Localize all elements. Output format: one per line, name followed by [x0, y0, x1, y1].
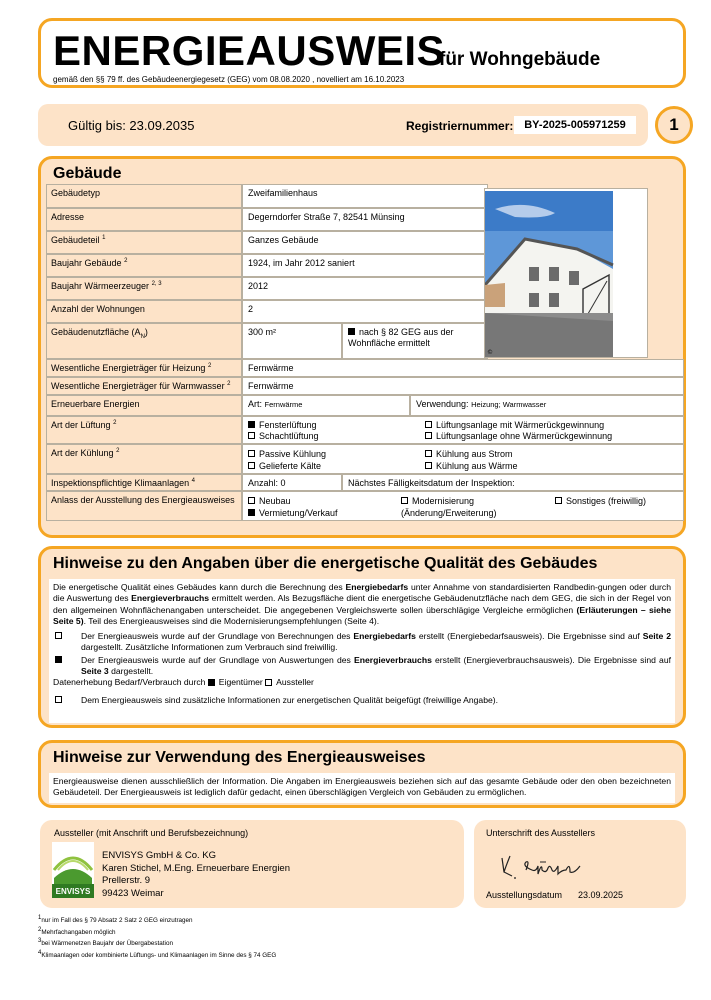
footnote-3: $^3$bei Wärmenetzen Baujahr der Übergabestation — [38, 938, 173, 948]
row-value-year-building: 1924, im Jahr 2012 saniert — [242, 254, 488, 277]
row-label-year-heater: Baujahr Wärmeerzeuger $^{2, 3}$ — [46, 277, 242, 300]
usage-notes-section — [38, 740, 686, 808]
row-value-units: 2 — [242, 300, 488, 323]
issuer-person: Karen Stichel, M.Eng. Erneuerbare Energien — [102, 862, 290, 874]
row-value-cooling — [242, 444, 684, 474]
footnote-4: $^4$Klimaanlagen oder kombinierte Lüftungs- und Klimaanlagen im Sinne des § 74 GEG — [38, 950, 277, 960]
option-consumption-based: Der Energieausweis wurde auf der Grundlage von Auswertungen des Energieverbrauchs erstellt (Energieverbrauchsausweis). Die Ergebnisse sind auf Seite 3 dargestellt. — [53, 655, 671, 678]
row-value-year-heater: 2012 — [242, 277, 488, 300]
usage-notes-body: Energieausweise dienen ausschließlich der Information. Die Angaben im Energieausweis beziehen sich auf das gesamte Gebäude oder den oben bezeichneten Gebäudeteil. Der Energieausweis ist lediglich dafür gedacht, einen überschlägigen Vergleich von Gebäuden zu ermöglichen. — [49, 773, 675, 803]
row-label-year-building: Baujahr Gebäude $^2$ — [46, 254, 242, 277]
issuer-box — [40, 820, 464, 908]
quality-notes-title: Hinweise zu den Angaben über die energetische Qualität des Gebäudes — [53, 555, 598, 572]
row-value-water-carrier: Fernwärme — [242, 377, 684, 395]
signature-box — [474, 820, 686, 908]
row-value-renewables-type: Art: Fernwärme — [242, 395, 410, 416]
issuer-street: Prellerstr. 9 — [102, 875, 151, 886]
header-box — [38, 18, 686, 88]
footnote-1: $^1$nur im Fall des § 79 Absatz 2 Satz 2 GEG einzutragen — [38, 915, 193, 925]
legal-basis: gemäß den §§ 79 ff. des Gebäudeenergiegesetz (GEG) vom 08.08.2020 , novelliert am 16.10.2023 — [53, 75, 405, 84]
reason-modernisation-checkbox — [401, 497, 408, 504]
quality-notes-paragraph: Die energetische Qualität eines Gebäudes kann durch die Berechnung des Energiebedarfs unter Annahme von standardisierten Randbedin-gungen oder durch die Auswertung des Energieverbrauchs ermittelt werden. Als Bezugsfläche dient die energetische Gebäudenutzfläche nach dem GEG, die sich in der Regel von den allgemeinen Wohnflächenangaben unterscheidet. Die angegebenen Vergleichswerte sollen überschlägige Vergleiche ermöglichen (Erläuterungen – siehe Seite 5). Teil des Energieausweises sind die Modernisierungsempfehlungen (Seite 4). — [53, 582, 671, 626]
survey-owner-checkbox — [208, 679, 215, 686]
issue-date-label: Ausstellungsdatum — [486, 890, 563, 900]
page-number-badge: 1 — [655, 106, 693, 144]
signature-label: Unterschrift des Ausstellers — [486, 828, 596, 838]
row-value-heating-carrier: Fernwärme — [242, 359, 684, 377]
cool-option-passive: Passive Kühlung — [248, 449, 326, 459]
row-label-address: Adresse — [46, 208, 242, 231]
reason-option-rent-sale: Vermietung/Verkauf — [248, 508, 338, 518]
vent-option-with-recovery: Lüftungsanlage mit Wärmerückgewinnung — [425, 420, 604, 431]
usage-notes-title: Hinweise zur Verwendung des Energieausweises — [53, 749, 426, 766]
quality-notes-section — [38, 546, 686, 728]
row-label-reason: Anlass der Ausstellung des Energieausweises — [46, 491, 242, 521]
reason-option-modernisation-detail: (Änderung/Erweiterung) — [401, 508, 497, 518]
area-method-checkbox — [348, 328, 355, 335]
extra-info-checkbox — [55, 696, 62, 703]
photo-copyright: © — [487, 349, 493, 356]
cool-heat-checkbox — [425, 462, 432, 469]
consumption-based-checkbox — [55, 656, 62, 663]
data-survey-line: Datenerhebung Bedarf/Verbrauch durch Eigentümer Aussteller — [53, 677, 314, 688]
row-value-inspection-count: Anzahl: 0 — [242, 474, 342, 491]
vent-window-checkbox — [248, 421, 255, 428]
demand-based-checkbox — [55, 632, 62, 639]
issuer-city: 99423 Weimar — [102, 887, 164, 899]
validity-band — [38, 104, 648, 146]
issuer-label: Aussteller (mit Anschrift und Berufsbezeichnung) — [54, 828, 249, 838]
option-demand-based: Der Energieausweis wurde auf der Grundlage von Berechnungen des Energiebedarfs erstellt (Energiebedarfsausweis). Die Ergebnisse sind auf Seite 2 dargestellt. Zusätzliche Informationen zum Verbrauch sind freiwillig. — [53, 631, 671, 654]
row-value-inspection-next: Nächstes Fälligkeitsdatum der Inspektion: — [342, 474, 684, 491]
document-subtitle: für Wohngebäude — [439, 49, 601, 70]
row-value-part: Ganzes Gebäude — [242, 231, 488, 254]
vent-option-shaft: Schachtlüftung — [248, 431, 319, 442]
row-label-type: Gebäudetyp — [46, 184, 242, 208]
registration-number: BY-2025-005971259 — [514, 116, 636, 134]
row-label-cooling: Art der Kühlung $^2$ — [46, 444, 242, 474]
reason-option-new: Neubau — [248, 496, 291, 506]
building-section-title: Gebäude — [53, 165, 122, 182]
option-extra-info: Dem Energieausweis sind zusätzliche Informationen zur energetischen Qualität beigefügt (freiwillige Angabe). — [53, 695, 671, 706]
envisys-logo — [52, 842, 94, 898]
row-label-part: Gebäudeteil $^1$ — [46, 231, 242, 254]
cool-passive-checkbox — [248, 450, 255, 457]
footnote-2: $^2$Mehrfachangaben möglich — [38, 926, 116, 936]
logo-text: ENVISYS — [55, 887, 91, 896]
row-value-type: Zweifamilienhaus — [242, 184, 488, 208]
row-value-renewables-use: Verwendung: Heizung; Warmwasser — [410, 395, 684, 416]
valid-until: Gültig bis: 23.09.2035 — [68, 118, 195, 133]
vent-option-without-recovery: Lüftungsanlage ohne Wärmerückgewinnung — [425, 431, 612, 442]
cool-option-electric: Kühlung aus Strom — [425, 449, 513, 459]
building-photo-frame — [484, 188, 648, 358]
row-value-address: Degerndorfer Straße 7, 82541 Münsing — [242, 208, 488, 231]
reason-option-other: Sonstiges (freiwillig) — [555, 496, 646, 506]
issuer-company: ENVISYS GmbH & Co. KG — [102, 850, 217, 861]
cool-option-delivered: Gelieferte Kälte — [248, 461, 321, 471]
row-value-reason — [242, 491, 684, 521]
handwritten-signature — [496, 850, 586, 882]
vent-option-window: Fensterlüftung — [248, 420, 317, 431]
cool-option-heat: Kühlung aus Wärme — [425, 461, 518, 471]
quality-notes-body — [49, 579, 675, 723]
row-label-ventilation: Art der Lüftung $^2$ — [46, 416, 242, 444]
reason-new-checkbox — [248, 497, 255, 504]
reason-rent-sale-checkbox — [248, 509, 255, 516]
document-title: ENERGIEAUSWEIS — [53, 27, 446, 74]
issuer-address — [102, 850, 290, 900]
survey-issuer-checkbox — [265, 679, 272, 686]
row-value-area: 300 m² — [242, 323, 342, 359]
reason-other-checkbox — [555, 497, 562, 504]
row-label-water-carrier: Wesentliche Energieträger für Warmwasser $^2$ — [46, 377, 242, 395]
row-value-ventilation — [242, 416, 684, 444]
cool-electric-checkbox — [425, 450, 432, 457]
building-photo — [485, 189, 647, 357]
row-label-area: Gebäudenutzfläche $(A_N)$ — [46, 323, 242, 359]
row-label-units: Anzahl der Wohnungen — [46, 300, 242, 323]
reason-option-modernisation: Modernisierung — [401, 496, 474, 506]
envisys-logo-icon — [52, 842, 94, 898]
row-label-renewables: Erneuerbare Energien — [46, 395, 242, 416]
row-label-heating-carrier: Wesentliche Energieträger für Heizung $^2$ — [46, 359, 242, 377]
vent-with-recovery-checkbox — [425, 421, 432, 428]
footnotes — [38, 914, 276, 961]
row-value-area-note: nach § 82 GEG aus der Wohnfläche ermittelt — [342, 323, 488, 359]
registration-label: Registriernummer: — [406, 119, 514, 133]
cool-delivered-checkbox — [248, 462, 255, 469]
issue-date-value: 23.09.2025 — [578, 890, 624, 900]
row-label-inspection: Inspektionspflichtige Klimaanlagen $^4$ — [46, 474, 242, 491]
vent-shaft-checkbox — [248, 432, 255, 439]
vent-without-recovery-checkbox — [425, 432, 432, 439]
